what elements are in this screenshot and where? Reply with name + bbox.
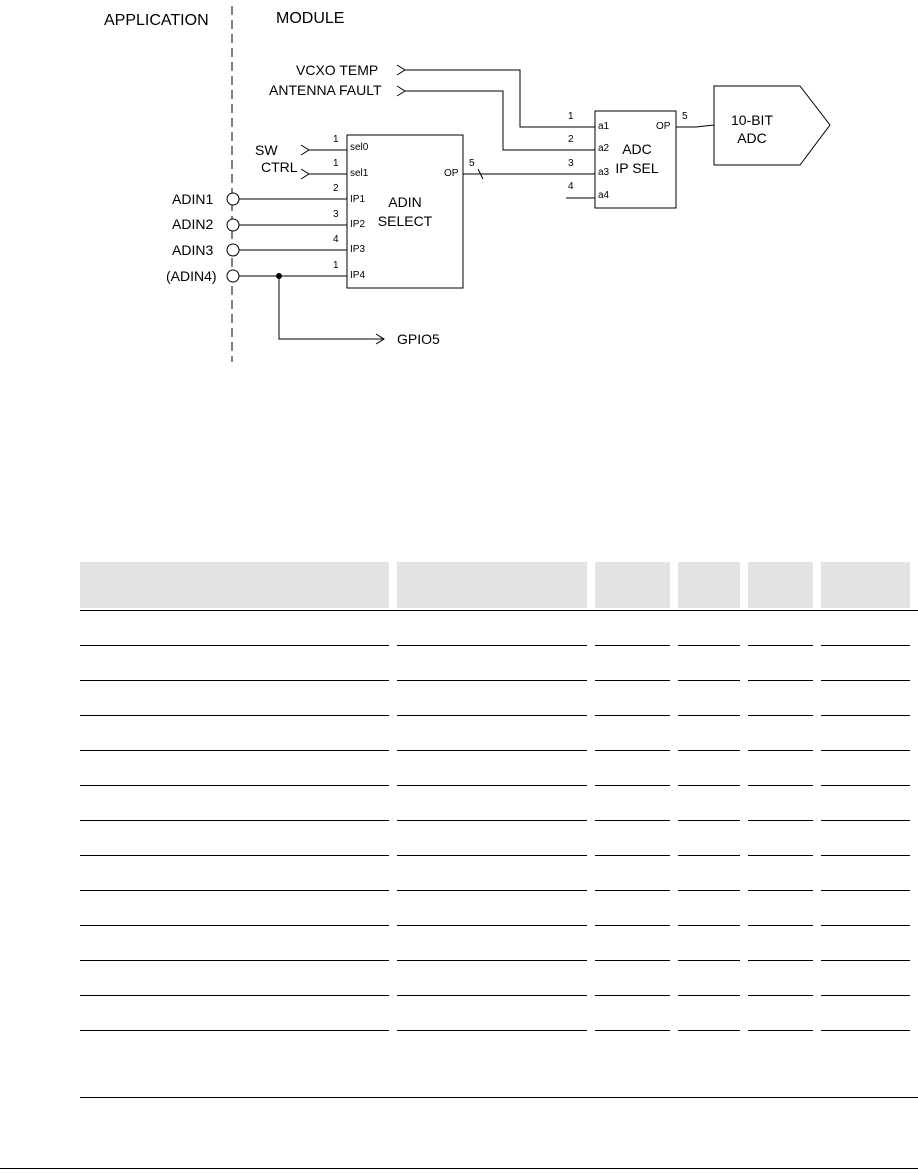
port-sel0: sel0: [350, 142, 369, 153]
adin3-pin-icon: [227, 244, 239, 256]
table-cell: [678, 716, 748, 751]
table-cell: [397, 646, 595, 681]
adc-ip-sel-title-1: ADC: [622, 141, 652, 157]
width-a4: 4: [568, 181, 574, 192]
table-cell: [397, 961, 595, 996]
adin4-pin-icon: [227, 270, 239, 282]
table-cell: [821, 891, 918, 926]
adc-label-2: ADC: [737, 130, 767, 146]
table-cell: [80, 646, 397, 681]
port-a4: a4: [598, 190, 610, 201]
table-header-cell: [397, 562, 595, 611]
table-cell: [595, 821, 678, 856]
table-cell: [595, 961, 678, 996]
adc-label-1: 10-BIT: [730, 112, 774, 128]
table-cell: [678, 961, 748, 996]
port-ip4: IP4: [350, 270, 366, 281]
adin3-label: ADIN3: [172, 242, 214, 258]
table-row: [80, 821, 918, 856]
table-cell: [397, 891, 595, 926]
table-cell: [595, 751, 678, 786]
table-cell: [397, 611, 595, 646]
port-a3: a3: [598, 167, 610, 178]
table-cell: [748, 646, 821, 681]
table-cell: [397, 996, 595, 1031]
table-cell: [595, 716, 678, 751]
ctrl-label: CTRL: [261, 159, 298, 175]
gpio5-label: GPIO5: [397, 331, 440, 347]
table-cell: [397, 856, 595, 891]
table-cell: [397, 716, 595, 751]
width-op-adin: 5: [469, 158, 475, 169]
width-ip4: 1: [333, 260, 339, 271]
ctrl-arrow-icon: [301, 169, 309, 179]
width-op-adc: 5: [682, 111, 688, 122]
spec-table: [80, 562, 918, 1066]
table-row: [80, 681, 918, 716]
table-cell: [821, 926, 918, 961]
antenna-fault-arrow-icon: [397, 86, 405, 96]
table-cell: [678, 821, 748, 856]
table-cell: [80, 786, 397, 821]
table-cell: [821, 961, 918, 996]
port-a2: a2: [598, 143, 610, 154]
table-cell: [678, 786, 748, 821]
table-cell: [397, 681, 595, 716]
table-cell: [595, 856, 678, 891]
table-cell: [821, 646, 918, 681]
table-bottom-rule: [80, 1097, 918, 1098]
table-cell: [678, 856, 748, 891]
table-row: [80, 751, 918, 786]
table-cell: [80, 856, 397, 891]
table-cell: [748, 611, 821, 646]
table-cell: [748, 681, 821, 716]
table-cell: [80, 716, 397, 751]
table-cell: [595, 786, 678, 821]
table-cell: [678, 646, 748, 681]
width-a3: 3: [568, 158, 574, 169]
table-cell: [821, 996, 918, 1031]
table-cell: [821, 786, 918, 821]
sw-arrow-icon: [301, 145, 309, 155]
width-ip3: 4: [333, 234, 339, 245]
table-cell: [748, 996, 821, 1031]
width-ip1: 2: [333, 183, 339, 194]
table-header-row: [80, 562, 918, 611]
table-cell: [821, 611, 918, 646]
table-cell: [80, 891, 397, 926]
width-sel1: 1: [333, 158, 339, 169]
table-cell: [748, 1031, 821, 1066]
table-row: [80, 716, 918, 751]
table-cell: [595, 611, 678, 646]
table-cell: [595, 891, 678, 926]
table-row: [80, 646, 918, 681]
adin-select-title-1: ADIN: [388, 194, 422, 210]
table-header-cell: [821, 562, 918, 611]
table-cell: [821, 716, 918, 751]
port-ip2: IP2: [350, 219, 366, 230]
table-cell: [748, 926, 821, 961]
table-cell: [678, 681, 748, 716]
table-cell: [748, 856, 821, 891]
vcxo-temp-label: VCXO TEMP: [296, 62, 379, 78]
application-header: APPLICATION: [104, 12, 209, 29]
table-header-cell: [678, 562, 748, 611]
table-row: [80, 961, 918, 996]
port-a1: a1: [598, 121, 610, 132]
vcxo-temp-arrow-icon: [397, 65, 405, 75]
table-cell: [595, 1031, 678, 1066]
table-cell: [678, 891, 748, 926]
adin4-label: (ADIN4): [166, 268, 217, 284]
table-cell: [80, 926, 397, 961]
table-cell: [80, 681, 397, 716]
page-footer-rule: [0, 1168, 918, 1169]
table-cell: [595, 681, 678, 716]
table-row: [80, 926, 918, 961]
table-cell: [748, 786, 821, 821]
table-cell: [80, 611, 397, 646]
table-cell: [678, 926, 748, 961]
sw-label: SW: [255, 142, 278, 158]
table-cell: [80, 996, 397, 1031]
table-cell: [397, 786, 595, 821]
adin-select-block: [347, 135, 463, 288]
port-op-adc: OP: [656, 121, 671, 132]
antenna-fault-label: ANTENNA FAULT: [269, 82, 382, 98]
table-cell: [748, 961, 821, 996]
table-cell: [595, 996, 678, 1031]
table-row: [80, 786, 918, 821]
table-cell: [748, 821, 821, 856]
table-cell: [748, 891, 821, 926]
adin2-label: ADIN2: [172, 216, 214, 232]
port-sel1: sel1: [350, 168, 369, 179]
table-cell: [80, 751, 397, 786]
adc-op-wire-end: [696, 125, 714, 127]
table-cell: [678, 611, 748, 646]
table-cell: [748, 751, 821, 786]
width-ip2: 3: [333, 209, 339, 220]
adc-ip-sel-title-2: IP SEL: [615, 160, 659, 176]
table-cell: [80, 821, 397, 856]
table-cell: [821, 821, 918, 856]
table-cell: [397, 821, 595, 856]
width-sel0: 1: [333, 134, 339, 145]
table-row: [80, 611, 918, 646]
vcxo-temp-wire: [405, 70, 595, 127]
table-cell: [397, 1031, 595, 1066]
width-a2: 2: [568, 134, 574, 145]
table-header-cell: [80, 562, 397, 611]
port-op-adin: OP: [444, 168, 459, 179]
table-row: [80, 856, 918, 891]
table-cell: [678, 996, 748, 1031]
table-cell: [748, 716, 821, 751]
table-cell: [821, 856, 918, 891]
table-cell: [80, 1031, 397, 1066]
table-cell: [821, 681, 918, 716]
table-row: [80, 996, 918, 1031]
port-ip3: IP3: [350, 244, 366, 255]
table-cell: [678, 751, 748, 786]
adin1-label: ADIN1: [172, 191, 214, 207]
table-cell: [595, 926, 678, 961]
width-a1: 1: [568, 111, 574, 122]
table-cell: [821, 751, 918, 786]
table-row: [80, 1031, 918, 1066]
table-cell: [397, 926, 595, 961]
adin2-pin-icon: [227, 219, 239, 231]
module-header: MODULE: [276, 10, 345, 27]
table-cell: [595, 646, 678, 681]
table-header-cell: [748, 562, 821, 611]
table-cell: [821, 1031, 918, 1066]
adc-block-diagram: [0, 0, 918, 370]
table-row: [80, 891, 918, 926]
adin1-pin-icon: [227, 193, 239, 205]
table-cell: [678, 1031, 748, 1066]
table-cell: [80, 961, 397, 996]
table-header-cell: [595, 562, 678, 611]
port-ip1: IP1: [350, 194, 366, 205]
adin-select-title-2: SELECT: [377, 213, 433, 229]
table-cell: [397, 751, 595, 786]
